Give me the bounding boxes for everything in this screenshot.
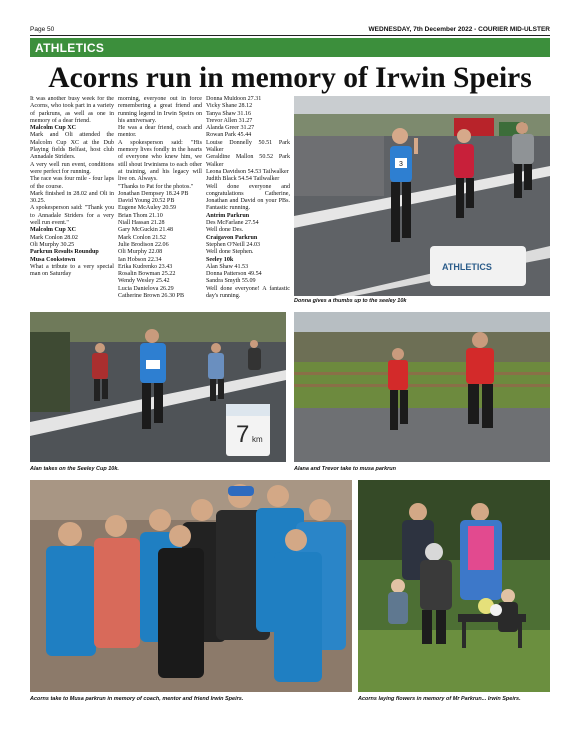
paragraph: Catherine Brown 26.30 PB xyxy=(118,293,185,300)
paragraph: Wendy Wesley 25.42 xyxy=(118,278,170,285)
paragraph: Alanda Greer 31.27 xyxy=(206,125,255,132)
km-sign-number: 7 xyxy=(236,421,250,448)
headline: Acorns run in memory of Irwin Speirs xyxy=(48,62,532,94)
paragraph: Judith Black 54.54 Tailwalker xyxy=(206,176,280,183)
paragraph: Mark and Oli attended the Malcolm Cup XC at the Dub Playing fields Belfast, host club Annadale Striders. xyxy=(30,132,114,161)
paragraph: Rosalin Bowman 25.22 xyxy=(118,271,176,278)
paragraph: Leona Davidson 54.53 Tailwalker xyxy=(206,168,289,175)
paragraph: The race was four mile - four laps of the course. xyxy=(30,176,114,190)
paragraph: Julie Brodison 22.06 xyxy=(118,241,169,248)
photo-alana-trevor xyxy=(294,312,550,462)
paragraph: Alan Shaw 41.53 xyxy=(206,263,249,270)
paragraph: Donna Patterson 49.54 xyxy=(206,271,262,278)
paragraph: Des McFarlane 27.54 xyxy=(206,220,259,227)
caption-photo-alan: Alan takes on the Seeley Cup 10k. xyxy=(30,466,119,472)
caption-photo-alana-trevor: Alana and Trevor take to musa parkrun xyxy=(294,466,396,472)
photo-donna-seeley-10k xyxy=(294,96,550,296)
paragraph: Well done everyone! A fantastic day's running. xyxy=(206,285,290,300)
paragraph: He was a dear friend, coach and mentor. xyxy=(118,125,202,139)
paragraph: Erika Kudrenko 23.43 xyxy=(118,263,173,270)
paragraph: Niall Hassan 21.28 xyxy=(118,220,165,227)
subhead: Seeley 10k xyxy=(206,256,234,263)
issue-date: WEDNESDAY, 7th December 2022 - COURIER MID-ULSTER xyxy=(368,26,550,33)
paragraph: Sandra Smyth 55.09 xyxy=(206,278,256,285)
paragraph: It was another busy week for the Acorns, who took part in a variety of parkruns, as well as one in memory of a dear friend. xyxy=(30,96,114,124)
paragraph: A spokesperson said: "Thank you to Annadale Striders for a very well run event." xyxy=(30,205,114,227)
photo-alan-seeley-cup xyxy=(30,312,286,462)
paragraph: A very well run event, conditions were perfect for running. xyxy=(30,161,114,175)
paragraph: morning, everyone out in force remembering a great friend and running legend in Irwin Speirs on his anniversary. xyxy=(118,96,202,124)
paragraph: Well done Des. xyxy=(206,227,244,234)
paragraph: What a tribute to a very special man on Saturday xyxy=(30,263,114,278)
athletics-sign-text: ATHLETICS xyxy=(442,262,492,272)
paragraph: Oli Murphy 30.25 xyxy=(30,241,75,248)
paragraph: A spokesperson said: "His memory lives fondly in the hearts of everyone who knew him, we still shout Irwinisms to each other at training, and his legacy will live on. Always. xyxy=(118,139,202,183)
subhead: Craigavon Parkrun xyxy=(206,234,258,241)
paragraph: Ian Hobson 22.34 xyxy=(118,256,162,263)
paragraph: David Young 20.52 PB xyxy=(118,198,175,205)
paragraph: Jonathan Dempsey 18.24 PB xyxy=(118,190,189,197)
paragraph: Rowan Park 45.44 xyxy=(206,132,252,139)
caption-photo-donna: Donna gives a thumbs up to the seeley 10k xyxy=(294,298,407,304)
caption-photo-flowers: Acorns laying flowers in memory of Mr Parkrun... Irwin Speirs. xyxy=(358,696,521,702)
paragraph: Donna Muldoon 27.31 xyxy=(206,96,262,102)
photo-laying-flowers xyxy=(358,480,550,692)
article-column-2 xyxy=(118,96,202,306)
article-column-1 xyxy=(30,96,114,306)
paragraph: Vicky Shane 28.12 xyxy=(206,103,253,110)
paragraph: Brian Thom 21.10 xyxy=(118,212,163,219)
paragraph: "Thanks to Pat for the photos." xyxy=(118,183,194,190)
paragraph: Mark finished in 28.02 and Oli in 30.25. xyxy=(30,190,114,205)
page-number: Page 50 xyxy=(30,26,55,33)
subhead: Musa Cookstown xyxy=(30,256,76,263)
km-sign-unit: km xyxy=(252,435,263,444)
paragraph: Geraldine Mallon 50.52 Park Walker xyxy=(206,154,290,168)
paragraph: Lucia Danielova 26.29 xyxy=(118,285,174,292)
paragraph: Mark Conlon 21.52 xyxy=(118,234,166,241)
caption-photo-acorns-group: Acorns take to Musa parkrun in memory of coach, mentor and friend Irwin Speirs. xyxy=(30,696,244,702)
paragraph: Well done Stephen. xyxy=(206,249,254,256)
section-label: ATHLETICS xyxy=(35,41,105,55)
paragraph: Gary McGuckin 21.48 xyxy=(118,227,174,234)
header-rule xyxy=(30,35,550,36)
subhead: Parkrun Results Roundup xyxy=(30,249,99,256)
paragraph: Eugene McAuley 20.59 xyxy=(118,205,177,212)
subhead: Malcolm Cup XC xyxy=(30,227,77,234)
photo-acorns-group xyxy=(30,480,352,692)
paragraph: Louise Donnelly 50.51 Park Walker xyxy=(206,139,290,154)
section-banner xyxy=(30,38,550,57)
paragraph: Oli Murphy 22.08 xyxy=(118,249,163,256)
paragraph: Trevor Allen 31.27 xyxy=(206,117,253,124)
article-column-3 xyxy=(206,96,290,306)
bib-number-text: 3 xyxy=(399,161,403,168)
subhead: Malcolm Cup XC xyxy=(30,125,77,132)
paragraph: Tanya Shaw 31.16 xyxy=(206,110,252,117)
paragraph: Mark Conlon 28.02 xyxy=(30,234,78,241)
subhead: Antrim Parkrun xyxy=(206,212,250,219)
paragraph: Well done everyone and congratulations Catherine, Jonathan and David on your PBs. Fantastic running. xyxy=(206,183,290,212)
paragraph: Stephen O'Neill 24.03 xyxy=(206,241,261,248)
